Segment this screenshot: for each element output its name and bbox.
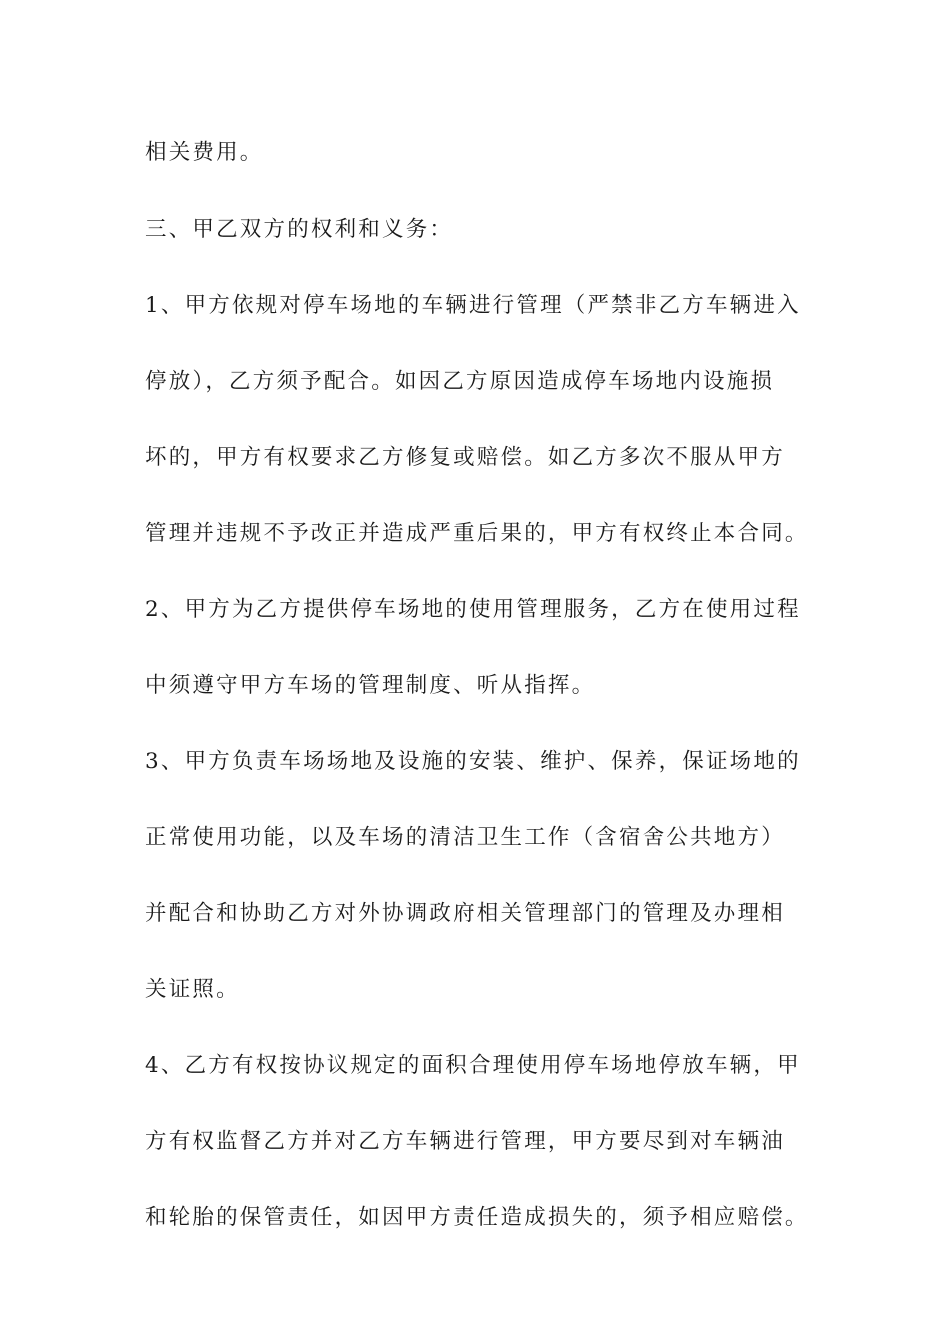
text-line: 方有权监督乙方并对乙方车辆进行管理，甲方要尽到对车辆油 [145,1129,785,1154]
text-line: 并配合和协助乙方对外协调政府相关管理部门的管理及办理相 [145,901,785,926]
text-line: 和轮胎的保管责任，如因甲方责任造成损失的，须予相应赔偿。 [145,1205,809,1230]
text-line: 3、甲方负责车场场地及设施的安装、维护、保养，保证场地的 [145,749,801,774]
text-line: 关证照。 [145,977,240,1002]
text-line: 中须遵守甲方车场的管理制度、听从指挥。 [145,673,596,698]
text-line: 相关费用。 [145,140,264,165]
section-heading: 三、甲乙双方的权利和义务： [145,217,454,242]
text-line: 坏的，甲方有权要求乙方修复或赔偿。如乙方多次不服从甲方 [145,445,785,470]
text-line: 2、甲方为乙方提供停车场地的使用管理服务，乙方在使用过程 [145,597,801,622]
text-line: 4、乙方有权按协议规定的面积合理使用停车场地停放车辆，甲 [145,1053,801,1078]
text-line: 1、甲方依规对停车场地的车辆进行管理（严禁非乙方车辆进入 [145,293,801,318]
text-line: 正常使用功能，以及车场的清洁卫生工作（含宿舍公共地方） [145,825,785,850]
text-line: 管理并违规不予改正并造成严重后果的，甲方有权终止本合同。 [145,521,809,546]
text-line: 停放），乙方须予配合。如因乙方原因造成停车场地内设施损 [145,369,775,394]
